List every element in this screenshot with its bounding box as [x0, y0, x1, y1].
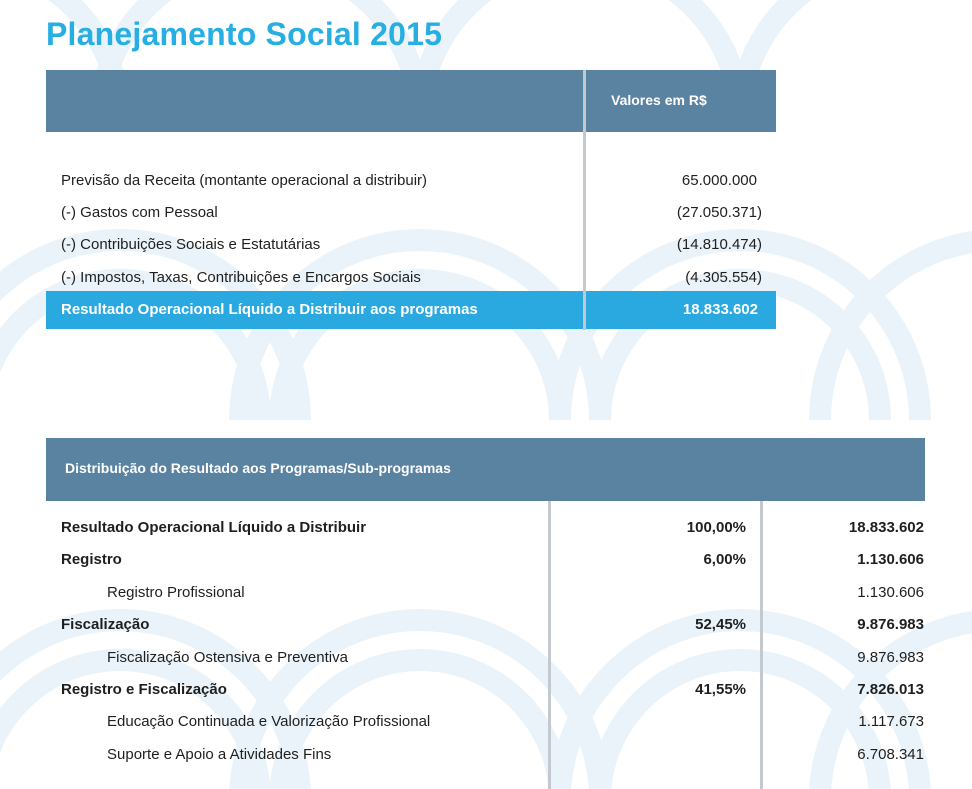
table-row-label: Fiscalização Ostensiva e Preventiva [107, 649, 348, 666]
table-row-label: Registro Profissional [107, 584, 245, 601]
table-row-value: 9.876.983 [857, 649, 924, 666]
table-row-label: Previsão da Receita (montante operacional a distribuir) [61, 172, 428, 189]
total-label: Resultado Operacional Líquido a Distribuir aos programas [61, 301, 478, 318]
table-row-value: 6.708.341 [857, 746, 924, 763]
page-title: Planejamento Social 2015 [46, 16, 443, 52]
total-value: 18.833.602 [682, 301, 758, 318]
table-row-label: (-) Impostos, Taxas, Contribuições e Encargos Sociais [61, 269, 421, 286]
table-row-label: Fiscalização [61, 616, 150, 633]
distribution-header: Distribuição do Resultado aos Programas/Sub-programas [65, 460, 451, 476]
table-row-pct: 52,45% [695, 616, 746, 633]
table-row-value: 1.117.673 [858, 713, 924, 730]
table-row-label: Registro [61, 551, 122, 568]
table-row-pct: 6,00% [703, 551, 746, 568]
table-header [46, 70, 583, 132]
table-row-value: 65.000.000 [681, 172, 757, 189]
table-row-label: Suporte e Apoio a Atividades Fins [107, 746, 332, 763]
column-divider [760, 501, 763, 789]
column-divider [548, 501, 551, 789]
table-row-value: (14.810.474) [676, 236, 762, 253]
table-row-label: (-) Contribuições Sociais e Estatutárias [61, 236, 321, 253]
table-row-label: Resultado Operacional Líquido a Distribuir [61, 519, 367, 536]
header-values-label: Valores em R$ [611, 92, 707, 108]
table-row-value: 1.130.606 [857, 551, 924, 568]
table-row-label: Educação Continuada e Valorização Profissional [107, 713, 431, 730]
table-row-value: 9.876.983 [857, 616, 924, 633]
table-row-value: (27.050.371) [676, 204, 762, 221]
table-row-label: (-) Gastos com Pessoal [61, 204, 218, 221]
table-row-value: (4.305.554) [685, 269, 762, 286]
table-row-value: 18.833.602 [848, 519, 924, 536]
table-row-value: 1.130.606 [857, 584, 924, 601]
table-row-pct: 41,55% [695, 681, 746, 698]
table-row-value: 7.826.013 [857, 681, 924, 698]
table-row-pct: 100,00% [686, 519, 746, 536]
table-row-label: Registro e Fiscalização [61, 681, 227, 698]
